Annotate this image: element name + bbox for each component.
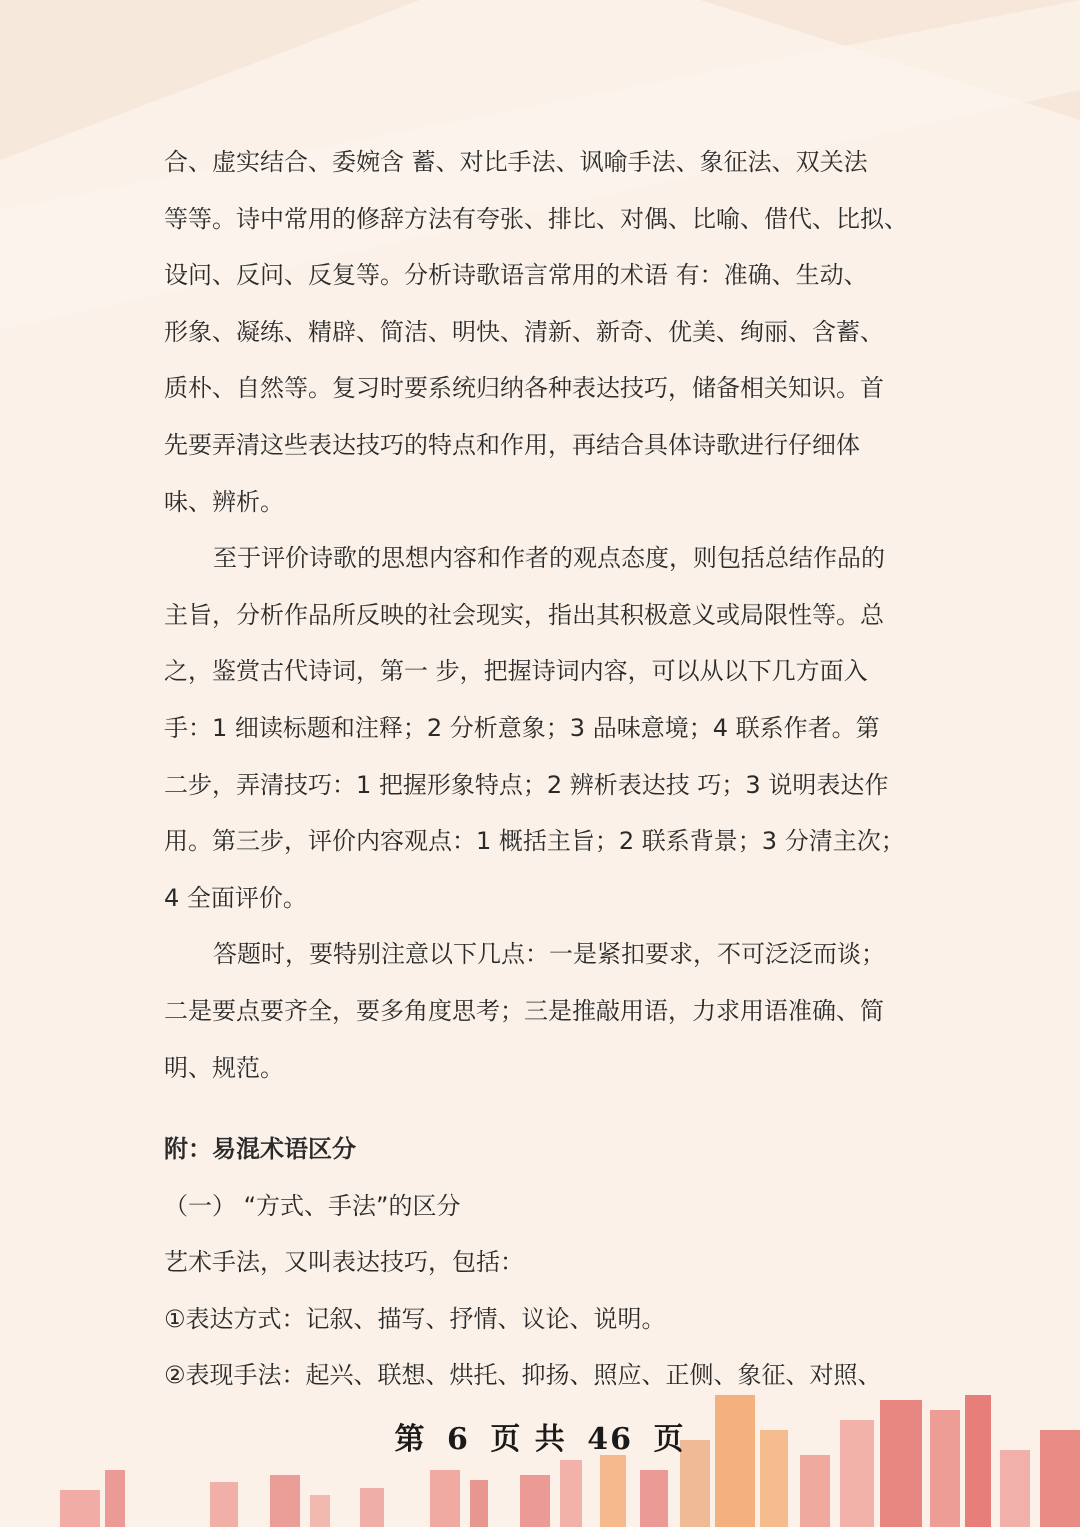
text-line: 味、辨析。 [164, 487, 284, 516]
document-body [164, 134, 918, 1404]
appendix-heading: 附：易混术语区分 [164, 1135, 356, 1164]
text-line: 用。第三步，评价内容观点：1 概括主旨；2 联系背景；3 分清主次； [164, 827, 905, 856]
text-line: 形象、凝练、精辟、简洁、明快、清新、新奇、优美、绚丽、含蓄、 [164, 317, 884, 346]
footer-prefix: 第 [394, 1422, 427, 1457]
text-line: 设问、反问、反复等。分析诗歌语言常用的术语 有：准确、生动、 [164, 261, 868, 290]
text-line: 先要弄清这些表达技巧的特点和作用，再结合具体诗歌进行仔细体 [164, 430, 860, 459]
text-line: 等等。诗中常用的修辞方法有夸张、排比、对偶、比喻、借代、比拟、 [164, 204, 908, 233]
page-footer [0, 1414, 1080, 1458]
text-line: 二步，弄清技巧：1 把握形象特点；2 辨析表达技 巧；3 说明表达作 [164, 770, 889, 799]
page-total: 46 [587, 1422, 633, 1457]
text-line: 质朴、自然等。复习时要系统归纳各种表达技巧，储备相关知识。首 [164, 374, 884, 403]
page-number: 6 [447, 1422, 470, 1457]
text-line: 主旨，分析作品所反映的社会现实，指出其积极意义或局限性等。总 [164, 600, 884, 629]
text-line: 之，鉴赏古代诗词，第一 步，把握诗词内容，可以从以下几方面入 [164, 657, 868, 686]
text-line: 答题时，要特别注意以下几点：一是紧扣要求，不可泛泛而谈； [213, 940, 885, 969]
text-line: 4 全面评价。 [164, 883, 307, 912]
text-line: ②表现手法：起兴、联想、烘托、抑扬、照应、正侧、象征、对照、 [164, 1361, 882, 1390]
appendix-section [164, 1121, 918, 1404]
paragraph-answering [164, 926, 918, 1096]
text-line: 明、规范。 [164, 1053, 284, 1082]
paragraph-techniques [164, 134, 918, 530]
paragraph-evaluation [164, 530, 918, 926]
text-line: 合、虚实结合、委婉含 蓄、对比手法、讽喻手法、象征法、双关法 [164, 148, 868, 176]
text-line: 二是要点要齐全，要多角度思考；三是推敲用语，力求用语准确、简 [164, 996, 884, 1025]
text-line: 手：1 细读标题和注释；2 分析意象；3 品味意境；4 联系作者。第 [164, 713, 880, 742]
text-line: 至于评价诗歌的思想内容和作者的观点态度，则包括总结作品的 [213, 544, 885, 573]
footer-suffix: 页 [653, 1422, 686, 1457]
text-line: ①表达方式：记叙、描写、抒情、议论、说明。 [164, 1304, 666, 1333]
footer-middle: 页 共 [490, 1422, 567, 1457]
appendix-subheading: （一） “方式、手法”的区分 [164, 1191, 461, 1220]
text-line: 艺术手法，又叫表达技巧，包括： [164, 1248, 524, 1277]
